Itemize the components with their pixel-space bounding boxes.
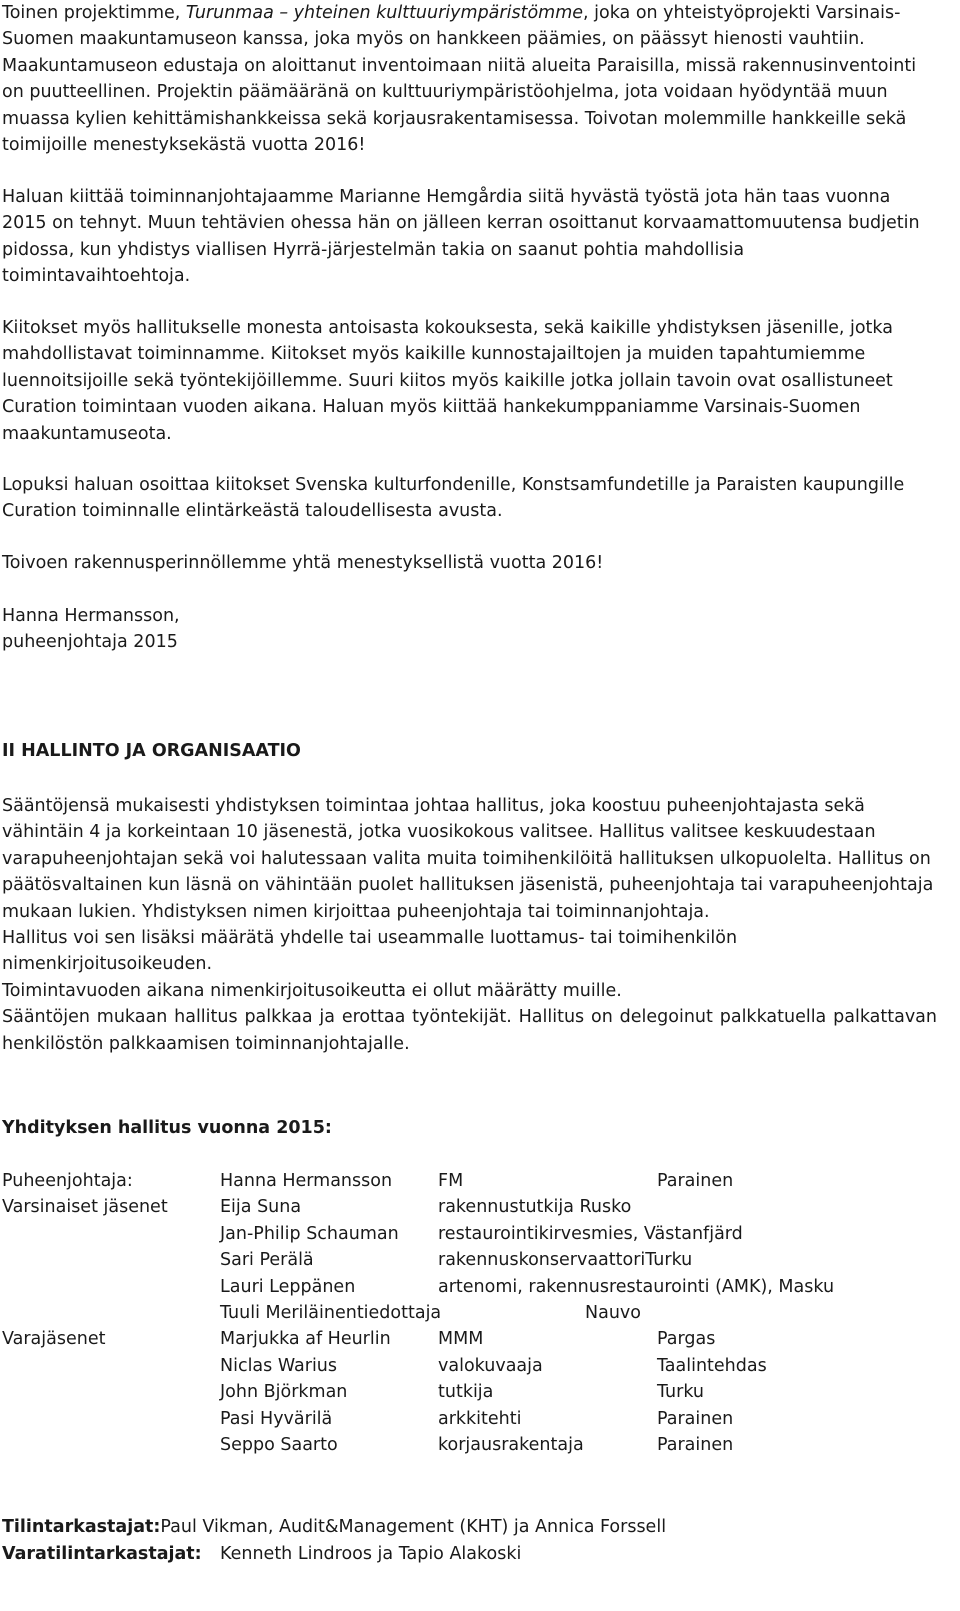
board-member-place: Parainen — [657, 1435, 734, 1455]
board-member-place: Pargas — [657, 1329, 716, 1350]
deputy-auditors-row — [2, 1541, 521, 1567]
signature — [2, 603, 180, 656]
project-name-emphasis: Turunmaa – yhteinen kulttuuriympäristömme — [185, 3, 584, 23]
signature-title: puheenjohtaja 2015 — [2, 632, 178, 653]
administration-body — [2, 793, 937, 1057]
board-member-name: Hanna Hermansson — [220, 1171, 393, 1191]
board-member-title: rakennuskonservaattoriTurku — [438, 1250, 693, 1271]
board-member-place: Taalintehdas — [657, 1355, 767, 1376]
board-member-name: Sari Perälä — [220, 1250, 314, 1271]
intro-paragraph-project-text-a: Toinen projektimme, — [2, 3, 186, 23]
thanks-funders-paragraph: Lopuksi haluan osoittaa kiitokset Svenska kulturfondenille, Konstsamfundetille ja Paraisten kaupungille Curation toiminnalle elintärkeästä taloudellisesta avusta. — [2, 475, 905, 522]
board-member-title: artenomi, rakennusrestaurointi (AMK), Masku — [438, 1276, 835, 1297]
signing-rights-text: Hallitus voi sen lisäksi määrätä yhdelle tai useammalle luottamus- tai toimihenkilön nimenkirjoitusoikeuden. — [2, 928, 738, 975]
board-member-title: korjausrakentaja — [438, 1435, 584, 1455]
board-member-place: Parainen — [657, 1171, 734, 1191]
closing-wish-paragraph: Toivoen rakennusperinnöllemme yhtä menestyksellistä vuotta 2016! — [2, 553, 604, 573]
board-member-name: John Björkman — [220, 1382, 348, 1403]
board-member-title: restaurointikirvesmies, Västanfjärd — [438, 1223, 743, 1244]
board-member-place: Parainen — [657, 1408, 734, 1429]
board-member-title: tutkija — [438, 1382, 494, 1403]
signature-name: Hanna Hermansson, — [2, 606, 180, 626]
board-role: Varsinaiset jäsenet — [2, 1197, 168, 1218]
thanks-director-paragraph: Haluan kiittää toiminnanjohtajaamme Marianne Hemgårdia siitä hyvästä työstä jota hän taas vuonna 2015 on tehnyt. Muun tehtävien ohessa hän on jälleen kerran osoittanut korvaamattomuutensa budjetin pidossa, kun yhdistys viallisen Hyrrä-järjestelmän takia on saanut pohtia mahdollisia toimintavaihtoehtoja. — [2, 187, 920, 287]
board-member-name: Niclas Warius — [220, 1355, 338, 1376]
board-member-name: Marjukka af Heurlin — [220, 1329, 391, 1350]
board-member-title: MMM — [438, 1329, 484, 1350]
board-member-name: Lauri Leppänen — [220, 1276, 356, 1297]
board-member-name: Pasi Hyvärilä — [220, 1408, 333, 1429]
deputy-auditors-label: Varatilintarkastajat: — [2, 1544, 202, 1564]
board-member-title: rakennustutkija Rusko — [438, 1197, 632, 1218]
board-member-title: arkkitehti — [438, 1408, 522, 1429]
board-member-name: Eija Suna — [220, 1197, 302, 1218]
board-role: Puheenjohtaja: — [2, 1171, 133, 1191]
intro-paragraph-project-text-b: , joka on yhteistyöprojekti Varsinais-Suomen maakuntamuseon kanssa, joka myös on hankkeen päämies, on päässyt hienosti vauhtiin. Maakuntamuseon edustaja on aloittanut inventoimaan niitä alueita Paraisilla, missä rakennusinventointi on puutteellinen. Projektin päämääränä on kulttuuriympäristöohjelma, jota voidaan hyödyntää muun muassa kylien kehittämishankkeissa sekä korjausrakentamisessa. Toivotan molemmille hankkeille sekä toimijoille menestyksekästä vuotta 2016! — [2, 3, 917, 156]
signing-rights-year-text: Toimintavuoden aikana nimenkirjoitusoikeutta ei ollut määrätty muille. — [2, 980, 622, 1001]
section-heading-administration: II HALLINTO JA ORGANISAATIO — [2, 741, 301, 761]
board-member-name: Seppo Saarto — [220, 1435, 338, 1455]
board-member-title: FM — [438, 1171, 464, 1191]
employment-rules-text: Sääntöjen mukaan hallitus palkkaa ja erottaa työntekijät. Hallitus on delegoinut palkkatuella palkattavan henkilöstön palkkaamisen toiminnanjohtajalle. — [2, 1007, 937, 1054]
board-member-name: Jan-Philip Schauman — [220, 1223, 399, 1244]
board-heading: Yhdityksen hallitus vuonna 2015: — [2, 1118, 332, 1138]
auditors-row — [2, 1514, 666, 1540]
thanks-board-paragraph: Kiitokset myös hallitukselle monesta antoisasta kokouksesta, sekä kaikille yhdistyksen jäsenille, jotka mahdollistavat toiminnamme. Kiitokset myös kaikille kunnostajailtojen ja muiden tapahtumiemme luennoitsijoille sekä työntekijöillemme. Suuri kiitos myös kaikille jotka jollain tavoin ovat osallistuneet Curation toimintaan vuoden aikana. Haluan myös kiittää hankekumppaniamme Varsinais-Suomen maakuntamuseota. — [2, 318, 893, 444]
deputy-auditors-value: Kenneth Lindroos ja Tapio Alakoski — [220, 1544, 522, 1564]
board-member-place: Turku — [657, 1382, 705, 1403]
intro-paragraph-project — [2, 0, 937, 158]
board-member-name: Tuuli Meriläinentiedottaja — [220, 1303, 442, 1323]
board-member-title: valokuvaaja — [438, 1355, 543, 1376]
board-role: Varajäsenet — [2, 1329, 106, 1350]
auditors-label: Tilintarkastajat: — [2, 1517, 161, 1537]
administration-rules-text: Sääntöjensä mukaisesti yhdistyksen toimintaa johtaa hallitus, joka koostuu puheenjohtajasta sekä vähintäin 4 ja korkeintaan 10 jäsenestä, jotka vuosikokous valitsee. Hallitus valitsee keskuudestaan varapuheenjohtajan sekä voi halutessaan valita muita toimihenkilöitä hallituksen ulkopuolelta. Hallitus on päätösvaltainen kun läsnä on vähintään puolet hallituksen jäsenistä, puheenjohtaja tai varapuheenjohtaja mukaan lukien. Yhdistyksen nimen kirjoittaa puheenjohtaja tai toiminnanjohtaja. — [2, 796, 934, 922]
board-member-place: Nauvo — [585, 1303, 641, 1323]
auditors-value: Paul Vikman, Audit&Management (KHT) ja Annica Forssell — [160, 1517, 667, 1537]
